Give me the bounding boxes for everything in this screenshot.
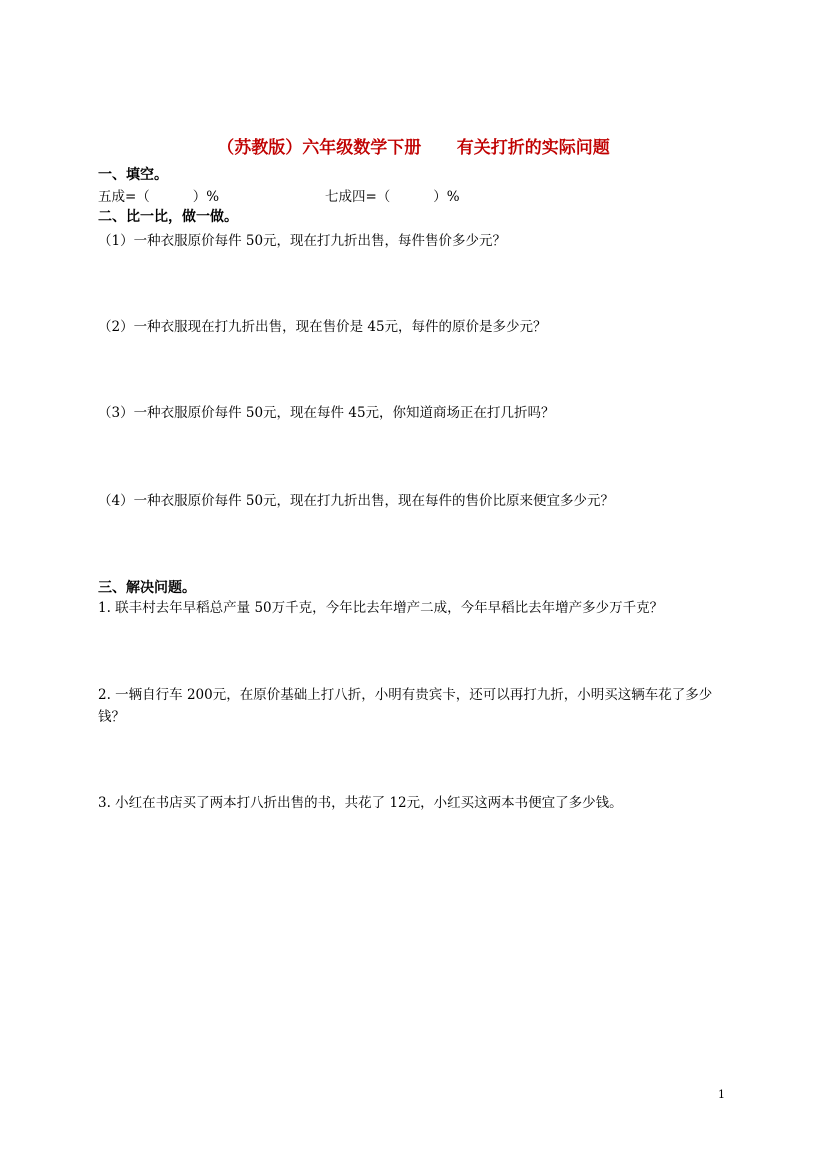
section-2-heading: 二、比一比，做一做。 bbox=[98, 209, 238, 225]
question-2: （2）一种衣服现在打九折出售，现在售价是 45元，每件的原价是多少元？ bbox=[98, 319, 547, 335]
question-3: （3）一种衣服原价每件 50元，现在每件 45元，你知道商场正在打几折吗？ bbox=[98, 405, 555, 421]
problem-1: 1. 联丰村去年早稻总产量 50万千克，今年比去年增产二成，今年早稻比去年增产多少万千克？ bbox=[98, 600, 664, 616]
question-4: （4）一种衣服原价每件 50元，现在打九折出售，现在每件的售价比原来便宜多少元？ bbox=[98, 493, 615, 509]
fill-blank-item-1: 五成=（ ）% bbox=[98, 189, 220, 205]
fill-blank-row bbox=[98, 188, 738, 206]
problem-2: 2. 一辆自行车 200元，在原价基础上打八折，小明有贵宾卡，还可以再打九折，小明买这辆车花了多少钱？ bbox=[98, 687, 713, 725]
section-1-heading: 一、填空。 bbox=[98, 167, 168, 183]
section-3-heading: 三、解决问题。 bbox=[98, 580, 196, 596]
fill-blank-item-2: 七成四=（ ）% bbox=[325, 189, 460, 205]
problem-3: 3. 小红在书店买了两本打八折出售的书，共花了 12元，小红买这两本书便宜了多少钱。 bbox=[98, 795, 623, 811]
question-1: （1）一种衣服原价每件 50元，现在打九折出售，每件售价多少元？ bbox=[98, 233, 507, 249]
page-number: 1 bbox=[718, 1088, 725, 1101]
document-title: （苏教版）六年级数学下册 有关打折的实际问题 bbox=[217, 138, 610, 158]
